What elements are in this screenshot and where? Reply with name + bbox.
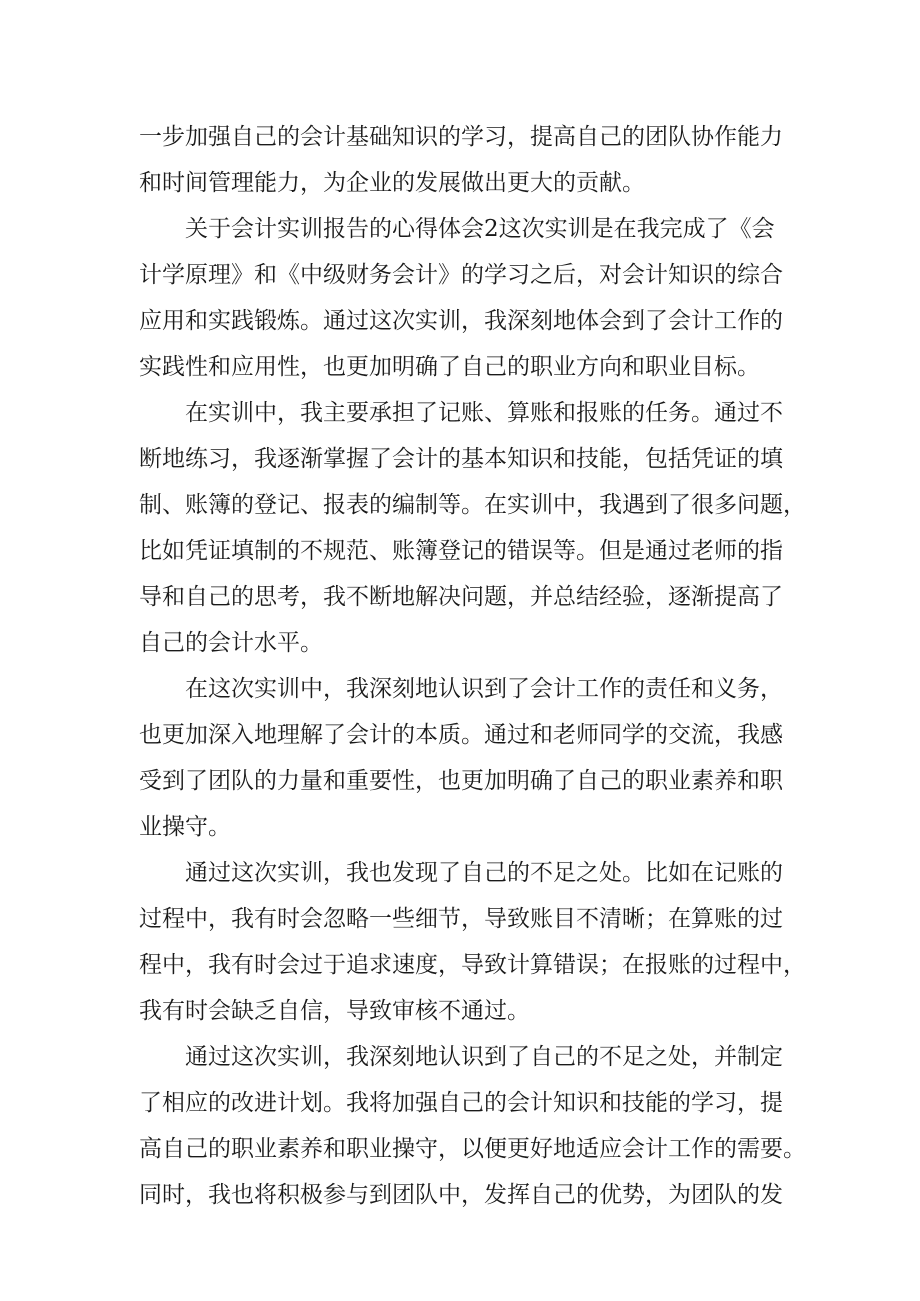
text-line: 业操守。 (139, 814, 231, 840)
document-body (139, 114, 806, 1218)
text-line: 通过这次实训，我也发现了自己的不足之处。比如在记账的 (185, 860, 783, 886)
text-line: 高自己的职业素养和职业操守，以便更好地适应会计工作的需要。 (139, 1136, 806, 1162)
text-line: 一步加强自己的会计基础知识的学习，提高自己的团队协作能力 (139, 124, 783, 150)
text-line: 过程中，我有时会忽略一些细节，导致账目不清晰；在算账的过 (139, 906, 783, 932)
text-line: 同时，我也将积极参与到团队中，发挥自己的优势，为团队的发 (139, 1182, 783, 1208)
text-line: 比如凭证填制的不规范、账簿登记的错误等。但是通过老师的指 (139, 538, 783, 564)
text-line: 在这次实训中，我深刻地认识到了会计工作的责任和义务， (185, 676, 783, 702)
text-line: 制、账簿的登记、报表的编制等。在实训中，我遇到了很多问题， (139, 492, 806, 518)
text-line: 和时间管理能力，为企业的发展做出更大的贡献。 (139, 170, 645, 196)
text-line: 程中，我有时会过于追求速度，导致计算错误；在报账的过程中， (139, 952, 806, 978)
text-line: 了相应的改进计划。我将加强自己的会计知识和技能的学习，提 (139, 1090, 783, 1116)
text-line: 也更加深入地理解了会计的本质。通过和老师同学的交流，我感 (139, 722, 783, 748)
text-line: 断地练习，我逐渐掌握了会计的基本知识和技能，包括凭证的填 (139, 446, 783, 472)
text-line: 在实训中，我主要承担了记账、算账和报账的任务。通过不 (185, 400, 783, 426)
text-line: 受到了团队的力量和重要性，也更加明确了自己的职业素养和职 (139, 768, 783, 794)
text-line: 导和自己的思考，我不断地解决问题，并总结经验，逐渐提高了 (139, 584, 783, 610)
text-line: 我有时会缺乏自信，导致审核不通过。 (139, 998, 530, 1024)
text-line: 应用和实践锻炼。通过这次实训，我深刻地体会到了会计工作的 (139, 308, 783, 334)
text-line: 计学原理》和《中级财务会计》的学习之后，对会计知识的综合 (139, 262, 783, 288)
text-line: 自己的会计水平。 (139, 630, 323, 656)
text-line: 通过这次实训，我深刻地认识到了自己的不足之处，并制定 (185, 1044, 783, 1070)
text-line: 关于会计实训报告的心得体会2这次实训是在我完成了《会 (185, 216, 775, 242)
text-line: 实践性和应用性，也更加明确了自己的职业方向和职业目标。 (139, 354, 760, 380)
